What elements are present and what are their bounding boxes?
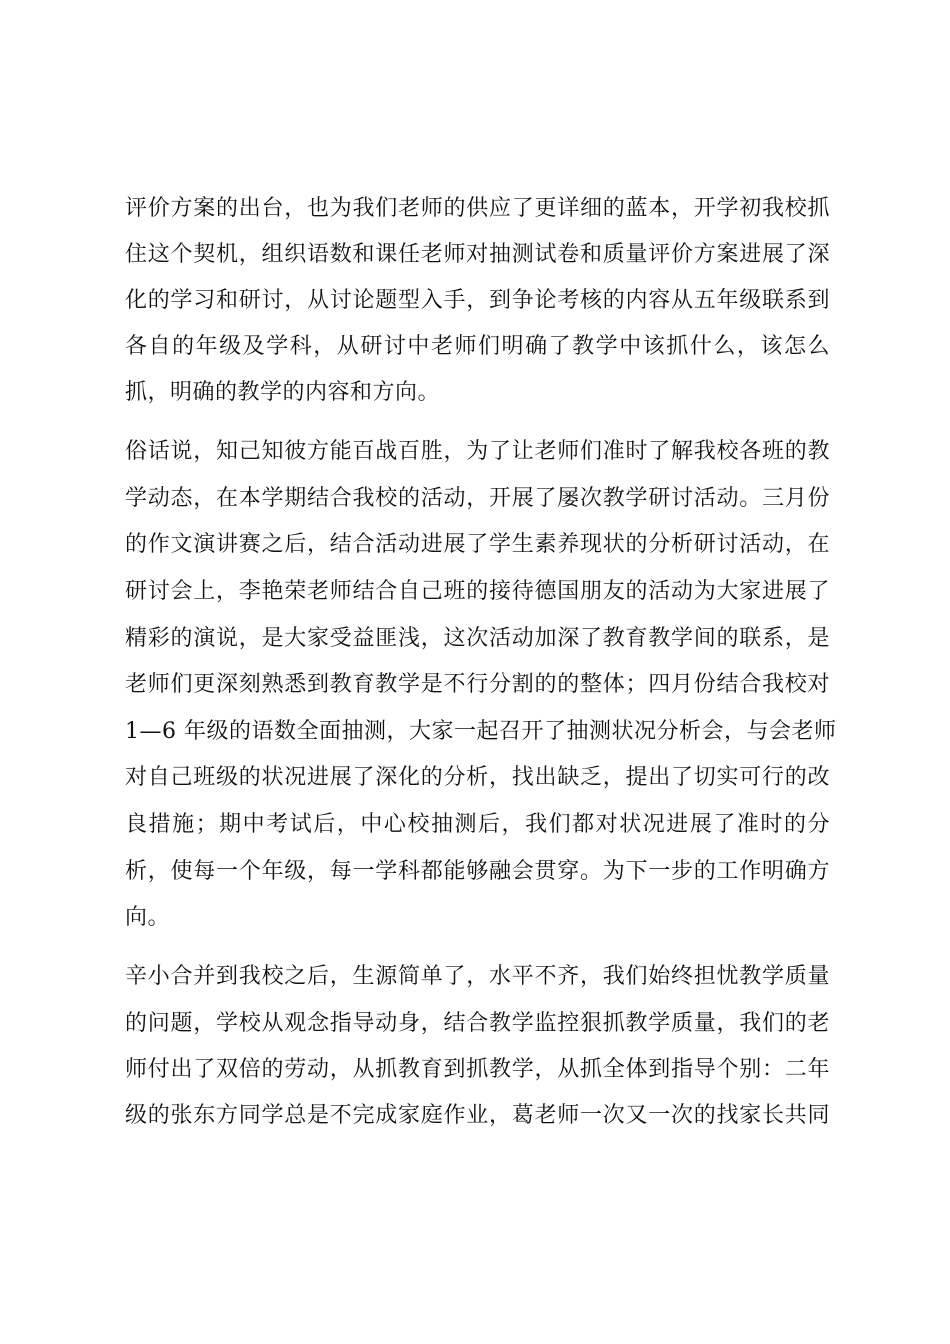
- paragraph-2-line-6: 老师们更深刻熟悉到教育教学是不行分割的的整体；四月份结合我校对: [125, 672, 830, 697]
- paragraph-1-line-5: 抓，明确的教学的内容和方向。: [125, 380, 441, 405]
- paragraph-3-line-1: 辛小合并到我校之后，生源简单了，水平不齐，我们始终担忧教学质量: [125, 964, 830, 989]
- paragraph-2-line-10: 析，使每一个年级，每一学科都能够融会贯穿。为下一步的工作明确方: [125, 859, 830, 884]
- paragraph-3-line-3: 师付出了双倍的劳动，从抓教育到抓教学，从抓全体到指导个别：二年: [125, 1057, 830, 1082]
- paragraph-2-line-1: 俗话说，知己知彼方能百战百胜，为了让老师们准时了解我校各班的教: [125, 439, 830, 464]
- paragraph-3-line-2: 的问题，学校从观念指导动身，结合教学监控狠抓教学质量，我们的老: [125, 1011, 830, 1036]
- paragraph-2-line-3: 的作文演讲赛之后，结合活动进展了学生素养现状的分析研讨活动，在: [125, 532, 830, 557]
- paragraph-2-line-7: 1—6 年级的语数全面抽测，大家一起召开了抽测状况分析会，与会老师: [125, 719, 837, 744]
- paragraph-1-line-1: 评价方案的出台，也为我们老师的供应了更详细的蓝本，开学初我校抓: [125, 196, 830, 221]
- paragraph-2-line-11: 向。: [125, 905, 171, 930]
- paragraph-2-line-9: 良措施；期中考试后，中心校抽测后，我们都对状况进展了准时的分: [125, 812, 830, 837]
- paragraph-1-line-3: 化的学习和研讨，从讨论题型入手，到争论考核的内容从五年级联系到: [125, 288, 830, 313]
- paragraph-2-line-8: 对自己班级的状况进展了深化的分析，找出缺乏，提出了切实可行的改: [125, 765, 830, 790]
- paragraph-2-line-5: 精彩的演说，是大家受益匪浅，这次活动加深了教育教学间的联系，是: [125, 626, 830, 651]
- paragraph-3-line-4: 级的张东方同学总是不完成家庭作业，葛老师一次又一次的找家长共同: [125, 1103, 830, 1128]
- paragraph-2-line-2: 学动态，在本学期结合我校的活动，开展了屡次教学研讨活动。三月份: [125, 486, 830, 511]
- paragraph-1-line-4: 各自的年级及学科，从研讨中老师们明确了教学中该抓什么，该怎么: [125, 334, 830, 359]
- paragraph-2-line-4: 研讨会上，李艳荣老师结合自己班的接待德国朋友的活动为大家进展了: [125, 579, 830, 604]
- paragraph-1-line-2: 住这个契机，组织语数和课任老师对抽测试卷和质量评价方案进展了深: [125, 242, 830, 267]
